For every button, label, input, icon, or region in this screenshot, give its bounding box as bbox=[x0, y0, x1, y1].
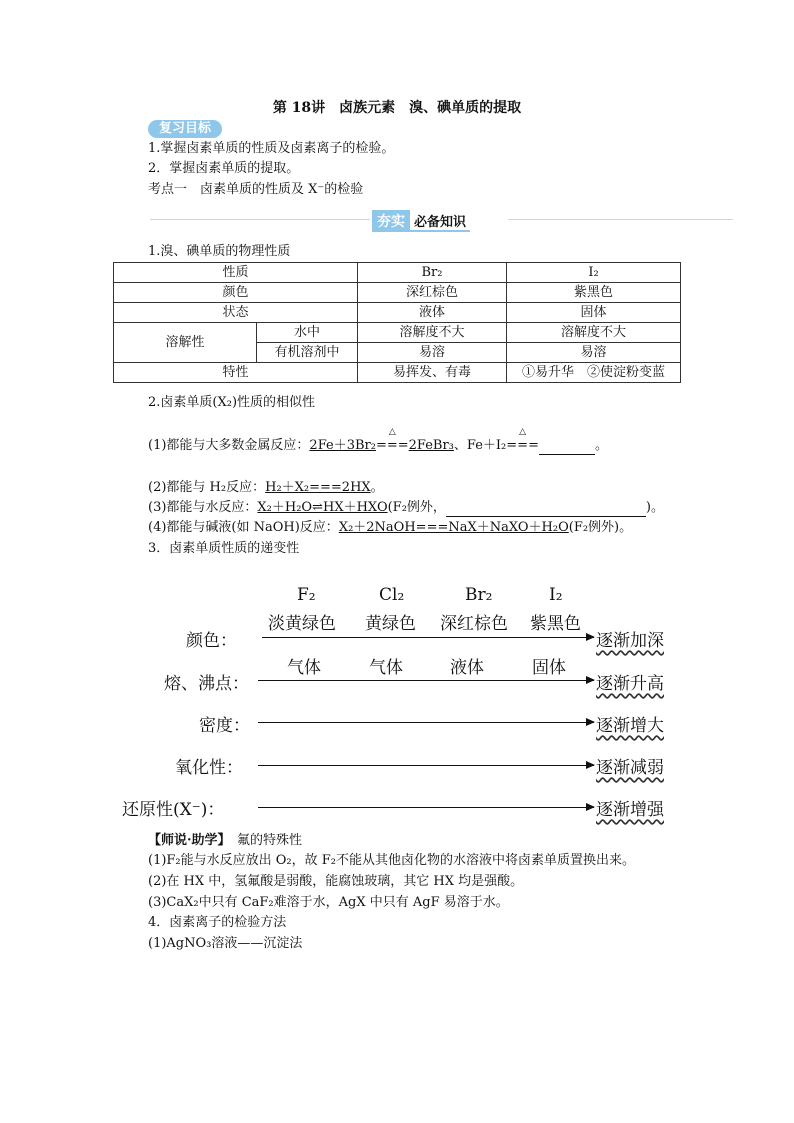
point-heading: 考点一 卤素单质的性质及 X⁻的检验 bbox=[148, 182, 364, 197]
trend-arrow bbox=[262, 637, 594, 638]
similarity-1: (1)都能与大多数金属反应：2Fe＋3Br₂ △ ===2FeBr₃、Fe＋I₂ △ === 。 bbox=[148, 437, 608, 455]
row-label: 颜色 bbox=[114, 283, 358, 303]
tip-head: 【师说·助学】 bbox=[148, 833, 225, 848]
tip-heading bbox=[148, 832, 302, 850]
trend-result-density: 逐渐增大 bbox=[596, 716, 664, 736]
cell-i2: 紫黑色 bbox=[507, 283, 681, 303]
sub-label-water: 水中 bbox=[257, 323, 358, 343]
cell-br2: 深红棕色 bbox=[358, 283, 507, 303]
section-1-heading: 1.溴、碘单质的物理性质 bbox=[148, 244, 291, 259]
element-cl2: Cl₂ bbox=[379, 585, 405, 605]
section-2-heading: 2.卤素单质(X₂)性质的相似性 bbox=[148, 395, 316, 410]
page-title: 第 18讲 卤族元素 溴、碘单质的提取 bbox=[272, 100, 522, 116]
trend-arrow bbox=[258, 765, 594, 766]
banner-left-text: 夯实 bbox=[372, 210, 410, 232]
element-br2: Br₂ bbox=[465, 585, 493, 605]
sim2-equation: H₂＋X₂===2HX bbox=[265, 480, 371, 495]
trend-arrow bbox=[258, 680, 594, 681]
delta-sign: △ bbox=[388, 427, 396, 437]
cell-br2: 易溶 bbox=[358, 343, 507, 363]
color-br2: 深红棕色 bbox=[440, 614, 508, 634]
delta-sign: △ bbox=[519, 427, 527, 437]
tip-item: (2)在 HX 中，氢氟酸是弱酸，能腐蚀玻璃，其它 HX 均是强酸。 bbox=[148, 874, 524, 889]
trend-result-color: 逐渐加深 bbox=[596, 631, 664, 651]
tip-topic: 氟的特殊性 bbox=[237, 833, 303, 848]
row-label: 状态 bbox=[114, 303, 358, 323]
state-f2: 气体 bbox=[287, 658, 321, 678]
tip-item: (3)CaX₂中只有 CaF₂难溶于水，AgX 中只有 AgF 易溶于水。 bbox=[148, 895, 509, 910]
state-i2: 固体 bbox=[532, 658, 566, 678]
trend-result-oxidizing: 逐渐减弱 bbox=[596, 758, 664, 778]
sim1-eq1-right: 2FeBr₃ bbox=[408, 438, 454, 453]
cell-i2: 固体 bbox=[507, 303, 681, 323]
trend-label-density: 密度： bbox=[199, 716, 250, 736]
cell-br2: 易挥发、有毒 bbox=[358, 363, 507, 383]
cell-br2: 溶解度不大 bbox=[358, 323, 507, 343]
trend-result-melting: 逐渐升高 bbox=[596, 674, 664, 694]
banner-right-text: 必备知识 bbox=[410, 211, 470, 232]
i2-special-2: ②使淀粉变蓝 bbox=[587, 365, 666, 380]
trend-label-color: 颜色： bbox=[186, 631, 237, 651]
sim4-equation: X₂＋2NaOH===NaX＋NaXO＋H₂O bbox=[338, 520, 569, 535]
color-cl2: 黄绿色 bbox=[365, 614, 416, 634]
sim3-equation: X₂＋H₂O⇌HX＋HXO bbox=[257, 500, 388, 515]
similarity-3: (3)都能与水反应：X₂＋H₂O⇌HX＋HXO(F₂例外， )。 bbox=[148, 500, 664, 515]
review-goals-badge: 复习目标 bbox=[148, 120, 222, 138]
trend-label-reducing: 还原性(X⁻)： bbox=[122, 800, 225, 820]
similarity-2: (2)都能与 H₂反应：H₂＋X₂===2HX。 bbox=[148, 480, 384, 495]
goal-1: 1.掌握卤素单质的性质及卤素离子的检验。 bbox=[148, 141, 395, 156]
method-1: (1)AgNO₃溶液——沉淀法 bbox=[148, 936, 303, 951]
row-label-solubility: 溶解性 bbox=[114, 323, 257, 363]
cell-br2: 液体 bbox=[358, 303, 507, 323]
cell-i2: 易溶 bbox=[507, 343, 681, 363]
header-br2: Br₂ bbox=[358, 263, 507, 283]
goal-2: 2．掌握卤素单质的提取。 bbox=[148, 161, 300, 176]
section-3-heading: 3．卤素单质性质的递变性 bbox=[148, 541, 300, 556]
header-i2: I₂ bbox=[507, 263, 681, 283]
state-cl2: 气体 bbox=[369, 658, 403, 678]
trend-label-melting: 熔、沸点： bbox=[164, 674, 249, 694]
similarity-4: (4)都能与碱液(如 NaOH)反应：X₂＋2NaOH===NaX＋NaXO＋H₂O(F₂例外)。 bbox=[148, 520, 633, 535]
sim1-eqsign-1: △ === bbox=[376, 437, 409, 455]
trend-arrow bbox=[258, 807, 594, 808]
tip-item: (1)F₂能与水反应放出 O₂，故 F₂不能从其他卤化物的水溶液中将卤素单质置换出来。 bbox=[148, 853, 636, 868]
state-br2: 液体 bbox=[450, 658, 484, 678]
sim1-eq2-left: Fe＋I₂ bbox=[466, 438, 507, 453]
color-i2: 紫黑色 bbox=[530, 614, 581, 634]
section-4-heading: 4．卤素离子的检验方法 bbox=[148, 915, 287, 930]
color-f2: 淡黄绿色 bbox=[268, 614, 336, 634]
row-label: 特性 bbox=[114, 363, 358, 383]
trend-label-oxidizing: 氧化性： bbox=[175, 758, 243, 778]
trend-result-reducing: 逐渐增强 bbox=[596, 800, 664, 820]
sim1-prefix: (1)都能与大多数金属反应： bbox=[148, 438, 310, 453]
trend-arrow bbox=[258, 722, 594, 723]
header-property: 性质 bbox=[114, 263, 358, 283]
sim1-eq1-left: 2Fe＋3Br₂ bbox=[309, 438, 376, 453]
element-i2: I₂ bbox=[549, 585, 563, 605]
cell-i2: 溶解度不大 bbox=[507, 323, 681, 343]
i2-special-1: ①易升华 bbox=[521, 365, 574, 380]
sim1-eqsign-2: △ === bbox=[506, 437, 539, 455]
element-f2: F₂ bbox=[297, 585, 316, 605]
sub-label-organic: 有机溶剂中 bbox=[257, 343, 358, 363]
